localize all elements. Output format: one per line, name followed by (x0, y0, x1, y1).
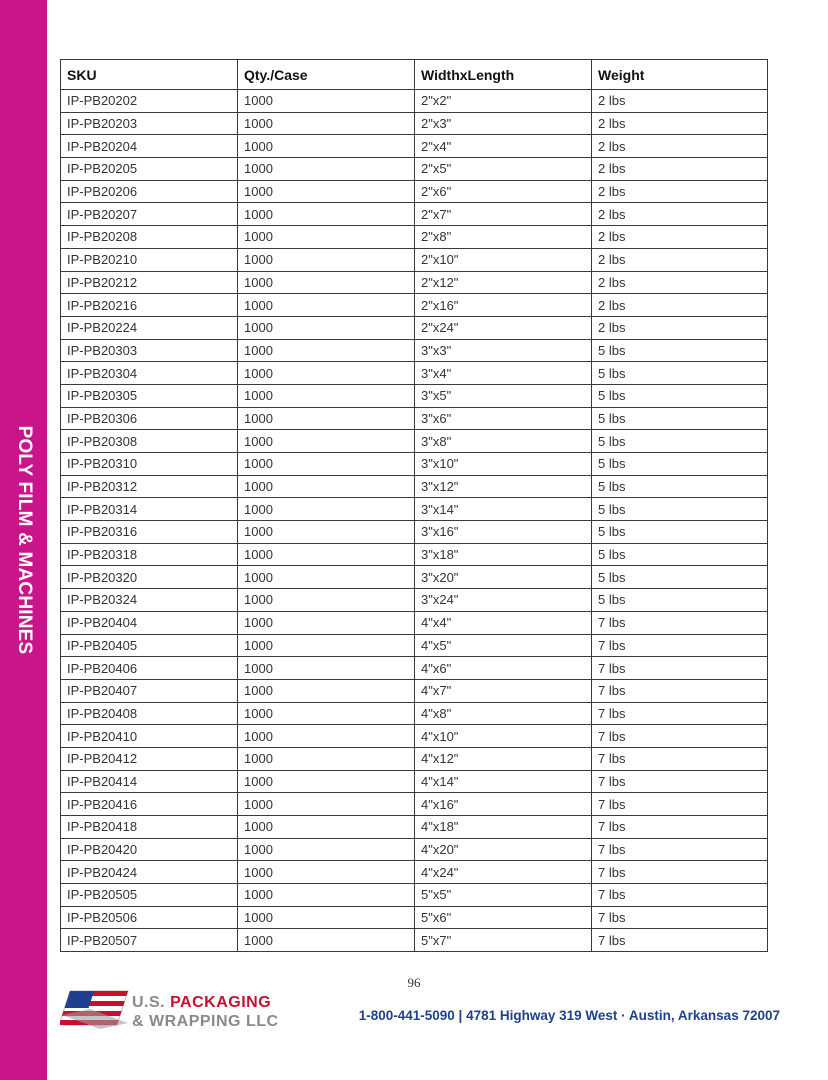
weight-cell: 5 lbs (592, 566, 768, 589)
weight-cell: 5 lbs (592, 453, 768, 476)
sku-cell: IP-PB20305 (61, 384, 238, 407)
sku-cell: IP-PB20304 (61, 362, 238, 385)
size-cell: 3"x14" (415, 498, 592, 521)
section-label: POLY FILM & MACHINES (14, 425, 35, 655)
table-row (61, 906, 768, 929)
size-cell: 4"x7" (415, 679, 592, 702)
weight-cell: 2 lbs (592, 271, 768, 294)
sku-cell: IP-PB20205 (61, 158, 238, 181)
section-sidebar (0, 0, 47, 1080)
weight-cell: 5 lbs (592, 430, 768, 453)
table-row (61, 929, 768, 952)
size-cell: 4"x20" (415, 838, 592, 861)
qty-cell: 1000 (238, 135, 415, 158)
weight-cell: 7 lbs (592, 657, 768, 680)
qty-cell: 1000 (238, 861, 415, 884)
weight-cell: 5 lbs (592, 384, 768, 407)
qty-cell: 1000 (238, 112, 415, 135)
table-row (61, 884, 768, 907)
size-cell: 2"x6" (415, 180, 592, 203)
sku-cell: IP-PB20202 (61, 90, 238, 113)
qty-cell: 1000 (238, 271, 415, 294)
size-cell: 2"x8" (415, 226, 592, 249)
qty-cell: 1000 (238, 90, 415, 113)
size-cell: 3"x24" (415, 589, 592, 612)
table-row (61, 112, 768, 135)
sku-cell: IP-PB20406 (61, 657, 238, 680)
size-cell: 3"x10" (415, 453, 592, 476)
qty-cell: 1000 (238, 543, 415, 566)
sku-cell: IP-PB20308 (61, 430, 238, 453)
qty-cell: 1000 (238, 475, 415, 498)
table-row (61, 589, 768, 612)
sku-cell: IP-PB20506 (61, 906, 238, 929)
table-row (61, 180, 768, 203)
table-row (61, 475, 768, 498)
size-cell: 4"x16" (415, 793, 592, 816)
qty-cell: 1000 (238, 362, 415, 385)
sku-cell: IP-PB20312 (61, 475, 238, 498)
size-cell: 2"x10" (415, 248, 592, 271)
column-header-qty: Qty./Case (238, 60, 415, 90)
sku-cell: IP-PB20408 (61, 702, 238, 725)
qty-cell: 1000 (238, 248, 415, 271)
table-row (61, 816, 768, 839)
qty-cell: 1000 (238, 226, 415, 249)
sku-cell: IP-PB20420 (61, 838, 238, 861)
table-row (61, 657, 768, 680)
table-row (61, 248, 768, 271)
weight-cell: 7 lbs (592, 679, 768, 702)
table-row (61, 702, 768, 725)
weight-cell: 7 lbs (592, 725, 768, 748)
weight-cell: 5 lbs (592, 589, 768, 612)
table-row (61, 861, 768, 884)
table-row (61, 453, 768, 476)
size-cell: 3"x3" (415, 339, 592, 362)
qty-cell: 1000 (238, 770, 415, 793)
weight-cell: 7 lbs (592, 770, 768, 793)
table-row (61, 339, 768, 362)
sku-cell: IP-PB20316 (61, 521, 238, 544)
sku-cell: IP-PB20314 (61, 498, 238, 521)
column-header-weight: Weight (592, 60, 768, 90)
weight-cell: 2 lbs (592, 316, 768, 339)
qty-cell: 1000 (238, 884, 415, 907)
weight-cell: 5 lbs (592, 407, 768, 430)
table-row (61, 384, 768, 407)
contact-info: 1-800-441-5090 | 4781 Highway 319 West · Austin, Arkansas 72007 (358, 1008, 780, 1023)
size-cell: 2"x12" (415, 271, 592, 294)
qty-cell: 1000 (238, 316, 415, 339)
sku-cell: IP-PB20208 (61, 226, 238, 249)
qty-cell: 1000 (238, 634, 415, 657)
sku-cell: IP-PB20404 (61, 611, 238, 634)
qty-cell: 1000 (238, 657, 415, 680)
weight-cell: 7 lbs (592, 929, 768, 952)
qty-cell: 1000 (238, 566, 415, 589)
column-header-sku: SKU (61, 60, 238, 90)
weight-cell: 2 lbs (592, 112, 768, 135)
weight-cell: 7 lbs (592, 702, 768, 725)
weight-cell: 7 lbs (592, 793, 768, 816)
table-row (61, 158, 768, 181)
size-cell: 3"x5" (415, 384, 592, 407)
size-cell: 2"x3" (415, 112, 592, 135)
brand-name-line-1: U.S. PACKAGING (132, 994, 272, 1011)
weight-cell: 5 lbs (592, 362, 768, 385)
sku-cell: IP-PB20416 (61, 793, 238, 816)
size-cell: 2"x24" (415, 316, 592, 339)
table-row (61, 407, 768, 430)
table-body (61, 90, 768, 952)
sku-cell: IP-PB20410 (61, 725, 238, 748)
sku-cell: IP-PB20320 (61, 566, 238, 589)
sku-cell: IP-PB20207 (61, 203, 238, 226)
table-row (61, 747, 768, 770)
size-cell: 4"x24" (415, 861, 592, 884)
qty-cell: 1000 (238, 793, 415, 816)
size-cell: 5"x6" (415, 906, 592, 929)
size-cell: 3"x16" (415, 521, 592, 544)
size-cell: 2"x16" (415, 294, 592, 317)
qty-cell: 1000 (238, 747, 415, 770)
weight-cell: 5 lbs (592, 543, 768, 566)
size-cell: 4"x4" (415, 611, 592, 634)
qty-cell: 1000 (238, 929, 415, 952)
size-cell: 5"x5" (415, 884, 592, 907)
table-row (61, 430, 768, 453)
sku-cell: IP-PB20216 (61, 294, 238, 317)
weight-cell: 7 lbs (592, 884, 768, 907)
size-cell: 5"x7" (415, 929, 592, 952)
qty-cell: 1000 (238, 180, 415, 203)
weight-cell: 7 lbs (592, 861, 768, 884)
table-row (61, 634, 768, 657)
weight-cell: 5 lbs (592, 339, 768, 362)
table-row (61, 838, 768, 861)
qty-cell: 1000 (238, 203, 415, 226)
sku-cell: IP-PB20505 (61, 884, 238, 907)
table-row (61, 271, 768, 294)
size-cell: 4"x10" (415, 725, 592, 748)
sku-cell: IP-PB20324 (61, 589, 238, 612)
table-row (61, 294, 768, 317)
size-cell: 4"x8" (415, 702, 592, 725)
weight-cell: 7 lbs (592, 816, 768, 839)
weight-cell: 2 lbs (592, 180, 768, 203)
size-cell: 4"x12" (415, 747, 592, 770)
table-header-row (61, 60, 768, 90)
qty-cell: 1000 (238, 521, 415, 544)
sku-cell: IP-PB20318 (61, 543, 238, 566)
size-cell: 4"x5" (415, 634, 592, 657)
sku-cell: IP-PB20210 (61, 248, 238, 271)
weight-cell: 5 lbs (592, 498, 768, 521)
sku-cell: IP-PB20405 (61, 634, 238, 657)
qty-cell: 1000 (238, 725, 415, 748)
sku-cell: IP-PB20507 (61, 929, 238, 952)
qty-cell: 1000 (238, 384, 415, 407)
weight-cell: 2 lbs (592, 90, 768, 113)
column-header-size: WidthxLength (415, 60, 592, 90)
qty-cell: 1000 (238, 158, 415, 181)
size-cell: 4"x6" (415, 657, 592, 680)
table-row (61, 679, 768, 702)
sku-cell: IP-PB20206 (61, 180, 238, 203)
sku-cell: IP-PB20412 (61, 747, 238, 770)
table-row (61, 725, 768, 748)
table-row (61, 566, 768, 589)
qty-cell: 1000 (238, 407, 415, 430)
weight-cell: 5 lbs (592, 521, 768, 544)
weight-cell: 7 lbs (592, 611, 768, 634)
size-cell: 2"x4" (415, 135, 592, 158)
qty-cell: 1000 (238, 611, 415, 634)
sku-cell: IP-PB20414 (61, 770, 238, 793)
size-cell: 3"x18" (415, 543, 592, 566)
size-cell: 2"x2" (415, 90, 592, 113)
table-row (61, 611, 768, 634)
weight-cell: 2 lbs (592, 226, 768, 249)
page-number: 96 (407, 975, 421, 990)
sku-cell: IP-PB20418 (61, 816, 238, 839)
qty-cell: 1000 (238, 453, 415, 476)
table-row (61, 316, 768, 339)
table-row (61, 770, 768, 793)
qty-cell: 1000 (238, 702, 415, 725)
weight-cell: 2 lbs (592, 135, 768, 158)
size-cell: 3"x4" (415, 362, 592, 385)
sku-cell: IP-PB20310 (61, 453, 238, 476)
weight-cell: 7 lbs (592, 747, 768, 770)
qty-cell: 1000 (238, 498, 415, 521)
weight-cell: 2 lbs (592, 294, 768, 317)
table-row (61, 135, 768, 158)
qty-cell: 1000 (238, 906, 415, 929)
qty-cell: 1000 (238, 430, 415, 453)
sku-cell: IP-PB20203 (61, 112, 238, 135)
sku-cell: IP-PB20303 (61, 339, 238, 362)
table-row (61, 543, 768, 566)
weight-cell: 5 lbs (592, 475, 768, 498)
size-cell: 3"x20" (415, 566, 592, 589)
size-cell: 2"x5" (415, 158, 592, 181)
qty-cell: 1000 (238, 339, 415, 362)
brand-name-line-2: & WRAPPING LLC (132, 1013, 279, 1030)
sku-cell: IP-PB20306 (61, 407, 238, 430)
weight-cell: 2 lbs (592, 203, 768, 226)
qty-cell: 1000 (238, 838, 415, 861)
size-cell: 3"x12" (415, 475, 592, 498)
table-row (61, 793, 768, 816)
sku-cell: IP-PB20204 (61, 135, 238, 158)
table-row (61, 521, 768, 544)
qty-cell: 1000 (238, 589, 415, 612)
size-cell: 3"x8" (415, 430, 592, 453)
table-row (61, 90, 768, 113)
weight-cell: 7 lbs (592, 838, 768, 861)
weight-cell: 7 lbs (592, 906, 768, 929)
qty-cell: 1000 (238, 679, 415, 702)
size-cell: 4"x18" (415, 816, 592, 839)
weight-cell: 2 lbs (592, 158, 768, 181)
table-row (61, 362, 768, 385)
weight-cell: 7 lbs (592, 634, 768, 657)
size-cell: 4"x14" (415, 770, 592, 793)
table-row (61, 498, 768, 521)
sku-cell: IP-PB20424 (61, 861, 238, 884)
sku-cell: IP-PB20224 (61, 316, 238, 339)
weight-cell: 2 lbs (592, 248, 768, 271)
qty-cell: 1000 (238, 294, 415, 317)
size-cell: 3"x6" (415, 407, 592, 430)
table-row (61, 203, 768, 226)
sku-cell: IP-PB20407 (61, 679, 238, 702)
sku-cell: IP-PB20212 (61, 271, 238, 294)
sku-table (60, 59, 768, 952)
qty-cell: 1000 (238, 816, 415, 839)
size-cell: 2"x7" (415, 203, 592, 226)
table-row (61, 226, 768, 249)
